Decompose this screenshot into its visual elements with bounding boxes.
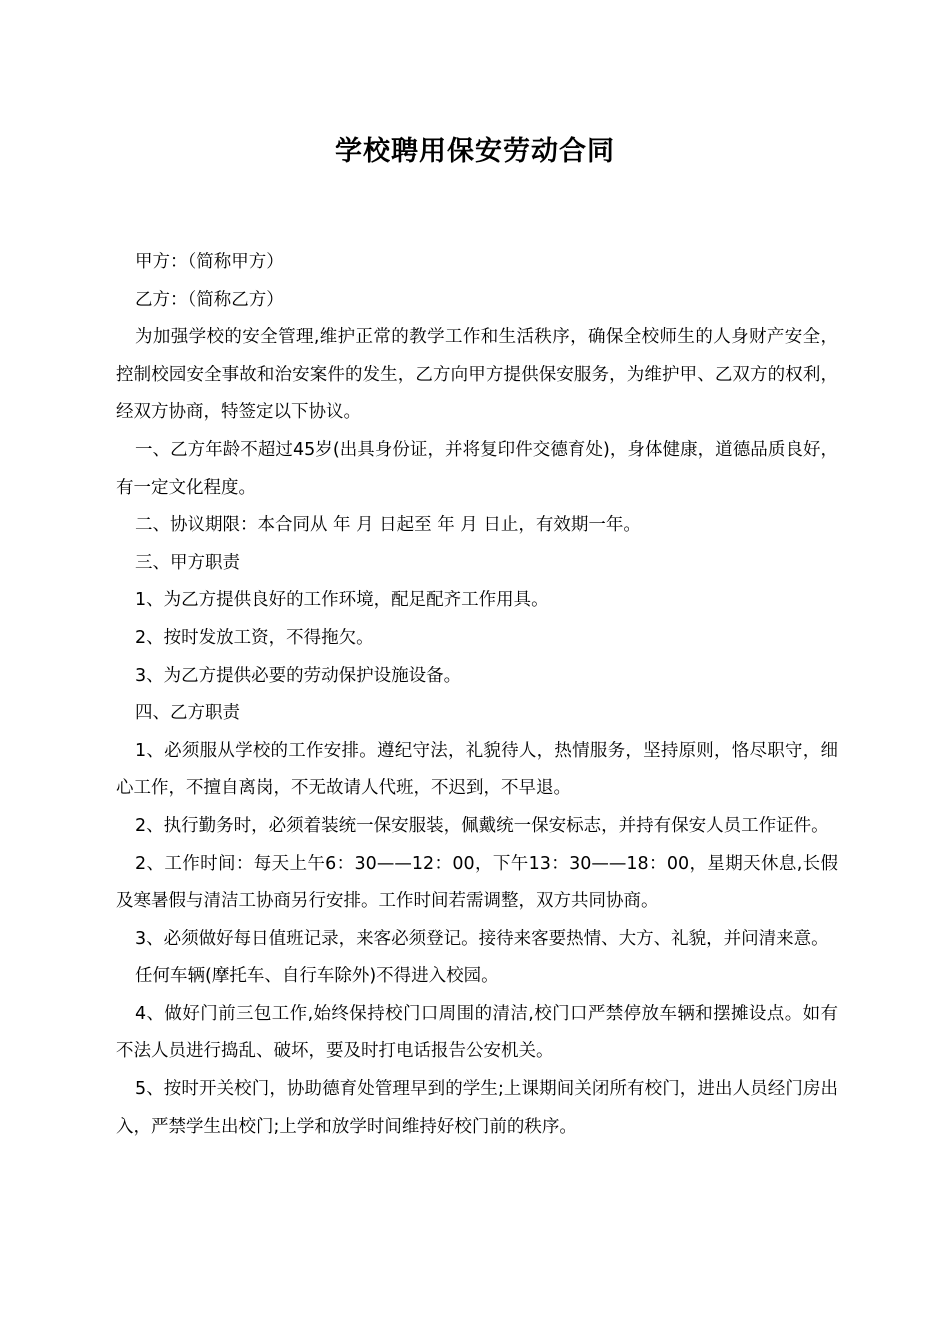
party-b-duty-1: 1、必须服从学校的工作安排。遵纪守法，礼貌待人，热情服务，坚持原则，恪尽职守，细心工作，不擅自离岗，不无故请人代班，不迟到，不早退。: [116, 740, 838, 799]
document-title: 学校聘用保安劳动合同: [335, 136, 615, 167]
party-b-duty-3: 3、必须做好每日值班记录，来客必须登记。接待来客要热情、大方、礼貌，并问清来意。: [135, 928, 829, 949]
document-body: [116, 244, 838, 1146]
party-a-line: 甲方：（简称甲方）: [135, 252, 284, 272]
party-b-duty-5: 5、按时开关校门，协助德育处管理早到的学生;上课期间关闭所有校门，进出人员经门房出入，严禁学生出校门;上学和放学时间维持好校门前的秩序。: [116, 1079, 838, 1137]
party-b-line: 乙方：（简称乙方）: [135, 289, 284, 310]
clause-2-term: 二、协议期限：本合同从 年 月 日起至 年 月 日止，有效期一年。: [135, 515, 641, 536]
party-a-duty-1: 1、为乙方提供良好的工作环境，配足配齐工作用具。: [135, 590, 549, 611]
clause-1-age-requirement: 一、乙方年龄不超过45岁(出具身份证，并将复印件交德育处)，身体健康，道德品质良好，有一定文化程度。: [116, 439, 838, 498]
party-b-duty-4: 4、做好门前三包工作,始终保持校门口周围的清洁,校门口严禁停放车辆和摆摊设点。如有不法人员进行捣乱、破坏，要及时打电话报告公安机关。: [116, 1003, 838, 1062]
party-b-duty-2-uniform: 2、执行勤务时，必须着装统一保安服装，佩戴统一保安标志，并持有保安人员工作证件。: [135, 815, 829, 836]
vehicle-rule: 任何车辆(摩托车、自行车除外)不得进入校园。: [135, 966, 499, 987]
section-heading-party-b-duties: 四、乙方职责: [135, 703, 240, 724]
party-a-duty-2: 2、按时发放工资，不得拖欠。: [135, 627, 374, 648]
section-heading-party-a-duties: 三、甲方职责: [135, 552, 240, 573]
preamble-paragraph: 为加强学校的安全管理,维护正常的教学工作和生活秩序，确保全校师生的人身财产安全，控制校园安全事故和治安案件的发生，乙方向甲方提供保安服务，为维护甲、乙双方的权利，经双方协商，特签定以下协议。: [116, 327, 838, 423]
party-a-duty-3: 3、为乙方提供必要的劳动保护设施设备。: [135, 665, 462, 686]
party-b-duty-2-hours: 2、工作时间：每天上午6：30——12：00，下午13：30——18：00，星期天休息,长假及寒暑假与清洁工协商另行安排。工作时间若需调整，双方共同协商。: [116, 853, 838, 912]
